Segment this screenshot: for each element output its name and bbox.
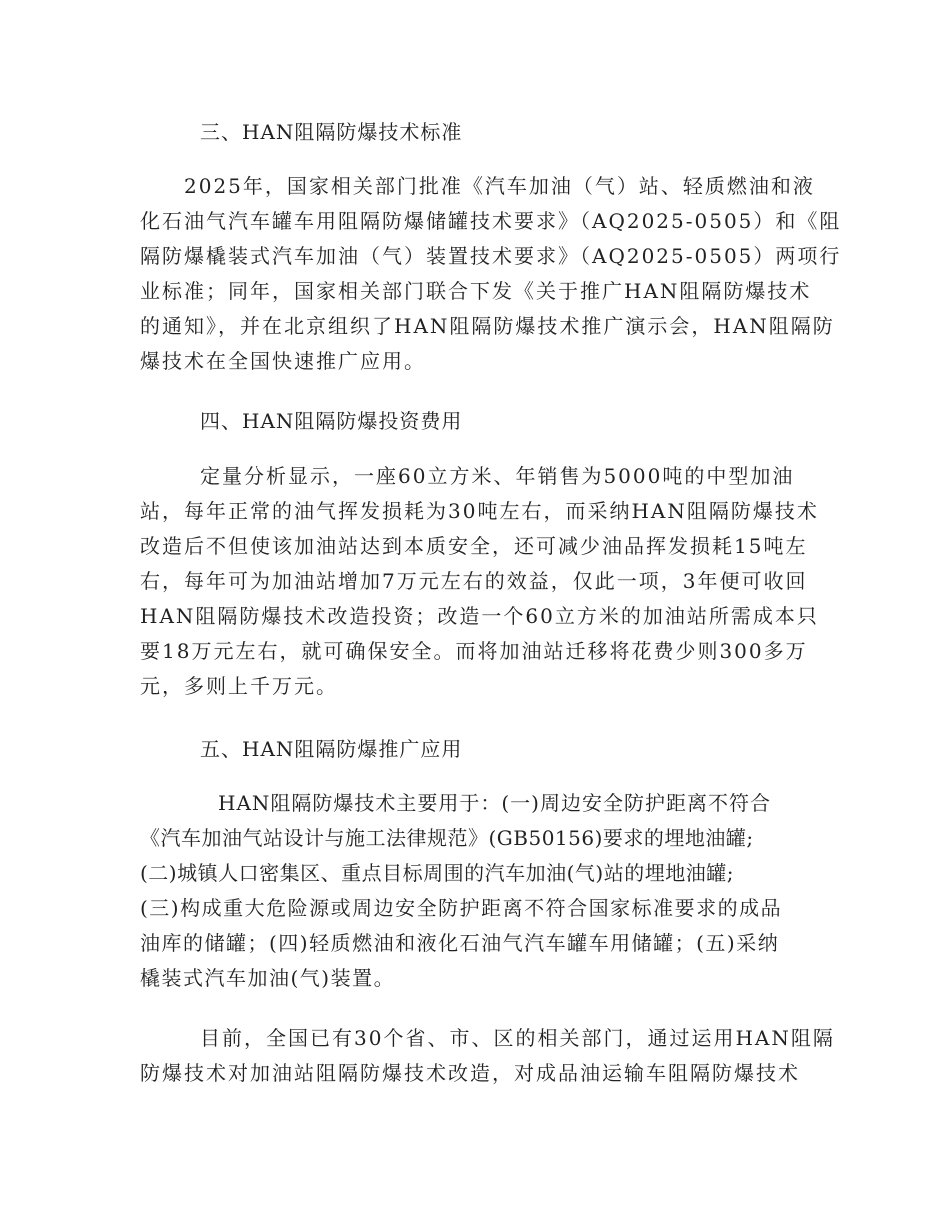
section-5-line-2: 《汽车加油气站设计与施工法律规范》(GB50156)要求的埋地油罐; [140, 826, 754, 850]
section-3-line-3: 隔防爆橇装式汽车加油（气）装置技术要求》（AQ2025-0505）两项行 [140, 244, 842, 268]
section-5-line-5: 油库的储罐；(四)轻质燃油和液化石油气汽车罐车用储罐；(五)采纳 [140, 931, 780, 955]
section-4-line-5: HAN阻隔防爆技术改造投资；改造一个60立方米的加油站所需成本只 [140, 604, 819, 628]
section-5-line-3: (二)城镇人口密集区、重点目标周围的汽车加油(气)站的埋地油罐; [140, 861, 734, 885]
section-5-line-4: (三)构成重大危险源或周边安全防护距离不符合国家标准要求的成品 [140, 896, 783, 920]
section-6-line-2: 防爆技术对加油站阻隔防爆技术改造，对成品油运输车阻隔防爆技术 [140, 1061, 800, 1085]
section-3-heading: 三、HAN阻隔防爆技术标准 [200, 120, 463, 144]
section-3-line-5: 的通知》，并在北京组织了HAN阻隔防爆技术推广演示会，HAN阻隔防 [140, 314, 835, 338]
section-5-line-6: 橇装式汽车加油(气)装置。 [140, 966, 396, 990]
section-4-heading: 四、HAN阻隔防爆投资费用 [200, 409, 463, 433]
section-4-line-2: 站，每年正常的油气挥发损耗为30吨左右，而采纳HAN阻隔防爆技术 [140, 499, 819, 523]
section-4-line-3: 改造后不但使该加油站达到本质安全，还可减少油品挥发损耗15吨左 [140, 534, 808, 558]
section-4-line-7: 元，多则上千万元。 [140, 674, 338, 698]
section-5-line-1: HAN阻隔防爆技术主要用于：(一)周边安全防护距离不符合 [218, 791, 771, 815]
section-6-line-1: 目前，全国已有30个省、市、区的相关部门，通过运用HAN阻隔 [200, 1026, 835, 1050]
section-4-line-4: 右，每年可为加油站增加7万元左右的效益，仅此一项，3年便可收回 [140, 569, 808, 593]
section-5-heading: 五、HAN阻隔防爆推广应用 [200, 737, 463, 761]
section-3-line-4: 业标准；同年，国家相关部门联合下发《关于推广HAN阻隔防爆技术 [140, 279, 812, 303]
section-3-line-6: 爆技术在全国快速推广应用。 [140, 349, 426, 373]
section-3-line-1: 2025年，国家相关部门批准《汽车加油（气）站、轻质燃油和液 [184, 174, 815, 198]
section-4-line-1: 定量分析显示，一座60立方米、年销售为5000吨的中型加油 [200, 464, 795, 488]
section-4-line-6: 要18万元左右，就可确保安全。而将加油站迁移将花费少则300多万 [140, 639, 808, 663]
section-3-line-2: 化石油气汽车罐车用阻隔防爆储罐技术要求》（AQ2025-0505）和《阻 [140, 209, 842, 233]
